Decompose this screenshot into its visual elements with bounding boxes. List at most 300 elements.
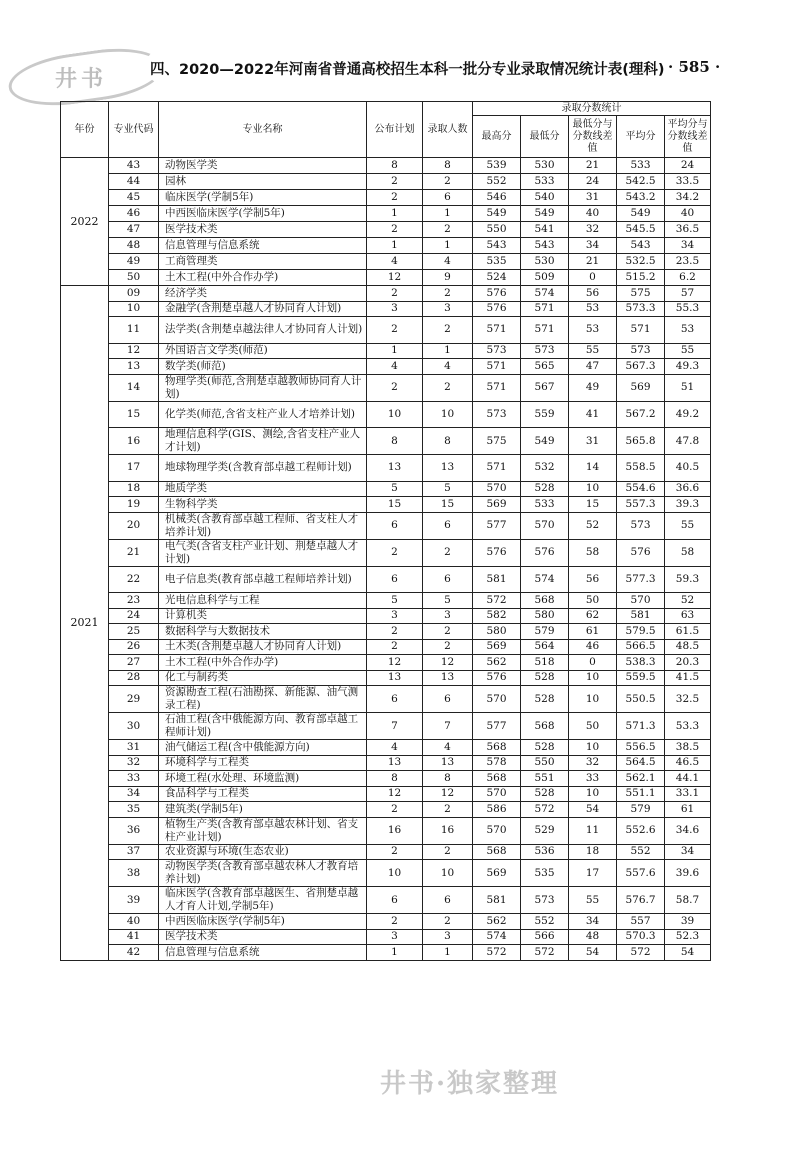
table-row xyxy=(61,593,711,609)
max-cell: 575 xyxy=(473,428,521,455)
admitted-cell: 6 xyxy=(423,686,473,713)
admitted-cell: 6 xyxy=(423,190,473,206)
min-diff-cell: 56 xyxy=(569,566,617,593)
max-cell: 535 xyxy=(473,254,521,270)
watermark: 井书·独家整理 xyxy=(380,1069,560,1099)
avg-cell: 566.5 xyxy=(617,639,665,655)
min-diff-cell: 50 xyxy=(569,593,617,609)
admitted-cell: 1 xyxy=(423,343,473,359)
admitted-cell: 15 xyxy=(423,497,473,513)
min-cell: 567 xyxy=(521,374,569,401)
min-cell: 571 xyxy=(521,317,569,344)
min-cell: 576 xyxy=(521,539,569,566)
plan-cell: 3 xyxy=(367,929,423,945)
table-row xyxy=(61,566,711,593)
avg-cell: 556.5 xyxy=(617,740,665,756)
name-cell: 建筑类(学制5年) xyxy=(159,802,367,818)
avg-cell: 545.5 xyxy=(617,222,665,238)
plan-cell: 5 xyxy=(367,481,423,497)
table-row xyxy=(61,174,711,190)
avg-cell: 552.6 xyxy=(617,817,665,844)
admitted-cell: 9 xyxy=(423,270,473,286)
code-cell: 34 xyxy=(109,786,159,802)
name-cell: 信息管理与信息系统 xyxy=(159,238,367,254)
admitted-cell: 2 xyxy=(423,539,473,566)
avg-diff-cell: 36.5 xyxy=(665,222,711,238)
min-diff-cell: 10 xyxy=(569,481,617,497)
min-cell: 533 xyxy=(521,174,569,190)
max-cell: 524 xyxy=(473,270,521,286)
name-cell: 地理信息科学(GIS、测绘,含省支柱产业人才计划) xyxy=(159,428,367,455)
max-cell: 571 xyxy=(473,455,521,482)
admitted-cell: 3 xyxy=(423,608,473,624)
year-cell: 2022 xyxy=(61,158,109,286)
code-cell: 23 xyxy=(109,593,159,609)
min-diff-cell: 15 xyxy=(569,497,617,513)
code-cell: 39 xyxy=(109,887,159,914)
plan-cell: 5 xyxy=(367,593,423,609)
admitted-cell: 13 xyxy=(423,455,473,482)
avg-cell: 576.7 xyxy=(617,887,665,914)
min-diff-cell: 34 xyxy=(569,914,617,930)
min-cell: 574 xyxy=(521,286,569,302)
min-cell: 536 xyxy=(521,844,569,860)
max-cell: 578 xyxy=(473,755,521,771)
code-cell: 33 xyxy=(109,771,159,787)
plan-cell: 2 xyxy=(367,624,423,640)
name-cell: 信息管理与信息系统 xyxy=(159,945,367,961)
plan-cell: 6 xyxy=(367,686,423,713)
plan-cell: 2 xyxy=(367,286,423,302)
admitted-cell: 3 xyxy=(423,929,473,945)
plan-cell: 1 xyxy=(367,206,423,222)
name-cell: 环境科学与工程类 xyxy=(159,755,367,771)
code-cell: 30 xyxy=(109,713,159,740)
avg-diff-cell: 44.1 xyxy=(665,771,711,787)
avg-diff-cell: 58.7 xyxy=(665,887,711,914)
code-cell: 12 xyxy=(109,343,159,359)
min-cell: 565 xyxy=(521,359,569,375)
max-cell: 573 xyxy=(473,401,521,428)
name-cell: 中西医临床医学(学制5年) xyxy=(159,914,367,930)
name-cell: 资源勘查工程(石油勘探、新能源、油气测录工程) xyxy=(159,686,367,713)
plan-cell: 2 xyxy=(367,639,423,655)
min-cell: 543 xyxy=(521,238,569,254)
avg-cell: 579.5 xyxy=(617,624,665,640)
plan-cell: 2 xyxy=(367,914,423,930)
min-diff-cell: 49 xyxy=(569,374,617,401)
avg-cell: 570.3 xyxy=(617,929,665,945)
min-diff-cell: 46 xyxy=(569,639,617,655)
avg-diff-cell: 53 xyxy=(665,317,711,344)
min-diff-cell: 47 xyxy=(569,359,617,375)
avg-cell: 575 xyxy=(617,286,665,302)
code-cell: 19 xyxy=(109,497,159,513)
avg-cell: 550.5 xyxy=(617,686,665,713)
table-row xyxy=(61,401,711,428)
avg-diff-cell: 55 xyxy=(665,512,711,539)
avg-diff-cell: 39.6 xyxy=(665,860,711,887)
min-diff-cell: 10 xyxy=(569,740,617,756)
avg-cell: 573 xyxy=(617,343,665,359)
name-cell: 工商管理类 xyxy=(159,254,367,270)
max-cell: 569 xyxy=(473,639,521,655)
admitted-cell: 2 xyxy=(423,286,473,302)
admitted-cell: 1 xyxy=(423,945,473,961)
admitted-cell: 2 xyxy=(423,639,473,655)
min-diff-cell: 11 xyxy=(569,817,617,844)
avg-diff-cell: 61 xyxy=(665,802,711,818)
min-diff-cell: 50 xyxy=(569,713,617,740)
page-number: · 585 · xyxy=(668,58,721,76)
header-avg-diff: 平均分与分数线差值 xyxy=(665,116,711,158)
name-cell: 土木工程(中外合作办学) xyxy=(159,270,367,286)
min-cell: 532 xyxy=(521,455,569,482)
min-diff-cell: 32 xyxy=(569,222,617,238)
avg-cell: 565.8 xyxy=(617,428,665,455)
name-cell: 金融学(含荆楚卓越人才协同育人计划) xyxy=(159,301,367,317)
avg-diff-cell: 61.5 xyxy=(665,624,711,640)
admitted-cell: 2 xyxy=(423,624,473,640)
admitted-cell: 2 xyxy=(423,174,473,190)
avg-cell: 573.3 xyxy=(617,301,665,317)
avg-diff-cell: 23.5 xyxy=(665,254,711,270)
name-cell: 光电信息科学与工程 xyxy=(159,593,367,609)
min-cell: 571 xyxy=(521,301,569,317)
min-diff-cell: 48 xyxy=(569,929,617,945)
table-row xyxy=(61,512,711,539)
table-row xyxy=(61,608,711,624)
code-cell: 50 xyxy=(109,270,159,286)
admitted-cell: 2 xyxy=(423,914,473,930)
max-cell: 576 xyxy=(473,670,521,686)
avg-diff-cell: 52 xyxy=(665,593,711,609)
avg-cell: 532.5 xyxy=(617,254,665,270)
admitted-cell: 1 xyxy=(423,238,473,254)
name-cell: 电气类(含省支柱产业计划、荆楚卓越人才计划) xyxy=(159,539,367,566)
name-cell: 数据科学与大数据技术 xyxy=(159,624,367,640)
plan-cell: 6 xyxy=(367,512,423,539)
avg-cell: 554.6 xyxy=(617,481,665,497)
table-row xyxy=(61,428,711,455)
avg-diff-cell: 48.5 xyxy=(665,639,711,655)
table-row xyxy=(61,158,711,174)
min-cell: 540 xyxy=(521,190,569,206)
avg-diff-cell: 55.3 xyxy=(665,301,711,317)
avg-diff-cell: 49.2 xyxy=(665,401,711,428)
name-cell: 机械类(含教育部卓越工程师、省支柱人才培养计划) xyxy=(159,512,367,539)
max-cell: 568 xyxy=(473,771,521,787)
plan-cell: 1 xyxy=(367,945,423,961)
code-cell: 43 xyxy=(109,158,159,174)
max-cell: 539 xyxy=(473,158,521,174)
code-cell: 44 xyxy=(109,174,159,190)
plan-cell: 4 xyxy=(367,740,423,756)
avg-diff-cell: 34 xyxy=(665,844,711,860)
min-diff-cell: 0 xyxy=(569,655,617,671)
max-cell: 570 xyxy=(473,686,521,713)
avg-diff-cell: 20.3 xyxy=(665,655,711,671)
avg-cell: 558.5 xyxy=(617,455,665,482)
min-diff-cell: 33 xyxy=(569,771,617,787)
name-cell: 法学类(含荆楚卓越法律人才协同育人计划) xyxy=(159,317,367,344)
table-row xyxy=(61,887,711,914)
table-row xyxy=(61,374,711,401)
avg-cell: 571.3 xyxy=(617,713,665,740)
table-row xyxy=(61,497,711,513)
avg-cell: 557 xyxy=(617,914,665,930)
min-diff-cell: 54 xyxy=(569,802,617,818)
avg-cell: 543 xyxy=(617,238,665,254)
admitted-cell: 7 xyxy=(423,713,473,740)
min-cell: 570 xyxy=(521,512,569,539)
header-name: 专业名称 xyxy=(159,102,367,158)
admitted-cell: 5 xyxy=(423,481,473,497)
admitted-cell: 10 xyxy=(423,401,473,428)
code-cell: 29 xyxy=(109,686,159,713)
admitted-cell: 6 xyxy=(423,566,473,593)
max-cell: 569 xyxy=(473,497,521,513)
min-cell: 568 xyxy=(521,593,569,609)
code-cell: 42 xyxy=(109,945,159,961)
table-row xyxy=(61,802,711,818)
avg-cell: 552 xyxy=(617,844,665,860)
admitted-cell: 8 xyxy=(423,158,473,174)
max-cell: 550 xyxy=(473,222,521,238)
admitted-cell: 4 xyxy=(423,740,473,756)
min-diff-cell: 32 xyxy=(569,755,617,771)
min-diff-cell: 18 xyxy=(569,844,617,860)
table-row xyxy=(61,713,711,740)
code-cell: 31 xyxy=(109,740,159,756)
name-cell: 动物医学类 xyxy=(159,158,367,174)
code-cell: 35 xyxy=(109,802,159,818)
code-cell: 20 xyxy=(109,512,159,539)
table-row xyxy=(61,655,711,671)
avg-cell: 570 xyxy=(617,593,665,609)
avg-cell: 571 xyxy=(617,317,665,344)
table-row xyxy=(61,945,711,961)
name-cell: 土木工程(中外合作办学) xyxy=(159,655,367,671)
table-row xyxy=(61,286,711,302)
code-cell: 15 xyxy=(109,401,159,428)
min-diff-cell: 58 xyxy=(569,539,617,566)
table-row xyxy=(61,539,711,566)
plan-cell: 3 xyxy=(367,301,423,317)
plan-cell: 10 xyxy=(367,401,423,428)
avg-diff-cell: 6.2 xyxy=(665,270,711,286)
name-cell: 化学类(师范,含省支柱产业人才培养计划) xyxy=(159,401,367,428)
min-cell: 568 xyxy=(521,713,569,740)
code-cell: 32 xyxy=(109,755,159,771)
avg-cell: 577.3 xyxy=(617,566,665,593)
name-cell: 农业资源与环境(生态农业) xyxy=(159,844,367,860)
table-row xyxy=(61,755,711,771)
name-cell: 食品科学与工程类 xyxy=(159,786,367,802)
min-cell: 550 xyxy=(521,755,569,771)
name-cell: 经济学类 xyxy=(159,286,367,302)
admitted-cell: 4 xyxy=(423,254,473,270)
min-diff-cell: 10 xyxy=(569,686,617,713)
avg-cell: 572 xyxy=(617,945,665,961)
name-cell: 化工与制药类 xyxy=(159,670,367,686)
min-cell: 529 xyxy=(521,817,569,844)
table-row xyxy=(61,624,711,640)
min-cell: 518 xyxy=(521,655,569,671)
max-cell: 576 xyxy=(473,286,521,302)
table-row xyxy=(61,929,711,945)
min-cell: 573 xyxy=(521,343,569,359)
avg-diff-cell: 34 xyxy=(665,238,711,254)
max-cell: 568 xyxy=(473,844,521,860)
name-cell: 临床医学(学制5年) xyxy=(159,190,367,206)
plan-cell: 2 xyxy=(367,539,423,566)
table-row xyxy=(61,844,711,860)
admitted-cell: 13 xyxy=(423,755,473,771)
code-cell: 14 xyxy=(109,374,159,401)
min-cell: 580 xyxy=(521,608,569,624)
avg-cell: 557.6 xyxy=(617,860,665,887)
brand-logo: 井书 xyxy=(55,66,108,92)
max-cell: 546 xyxy=(473,190,521,206)
code-cell: 25 xyxy=(109,624,159,640)
avg-cell: 533 xyxy=(617,158,665,174)
avg-diff-cell: 58 xyxy=(665,539,711,566)
avg-diff-cell: 46.5 xyxy=(665,755,711,771)
admitted-cell: 2 xyxy=(423,844,473,860)
plan-cell: 2 xyxy=(367,317,423,344)
admitted-cell: 2 xyxy=(423,222,473,238)
avg-diff-cell: 47.8 xyxy=(665,428,711,455)
plan-cell: 12 xyxy=(367,655,423,671)
code-cell: 09 xyxy=(109,286,159,302)
table-row xyxy=(61,238,711,254)
max-cell: 577 xyxy=(473,512,521,539)
max-cell: 571 xyxy=(473,374,521,401)
name-cell: 园林 xyxy=(159,174,367,190)
code-cell: 10 xyxy=(109,301,159,317)
header-admitted: 录取人数 xyxy=(423,102,473,158)
max-cell: 569 xyxy=(473,860,521,887)
min-diff-cell: 34 xyxy=(569,238,617,254)
max-cell: 574 xyxy=(473,929,521,945)
max-cell: 581 xyxy=(473,887,521,914)
name-cell: 数学类(师范) xyxy=(159,359,367,375)
plan-cell: 1 xyxy=(367,343,423,359)
admission-table xyxy=(60,101,711,961)
code-cell: 38 xyxy=(109,860,159,887)
code-cell: 49 xyxy=(109,254,159,270)
min-diff-cell: 53 xyxy=(569,301,617,317)
admitted-cell: 5 xyxy=(423,593,473,609)
plan-cell: 8 xyxy=(367,428,423,455)
max-cell: 577 xyxy=(473,713,521,740)
code-cell: 18 xyxy=(109,481,159,497)
admitted-cell: 8 xyxy=(423,771,473,787)
min-cell: 566 xyxy=(521,929,569,945)
avg-cell: 542.5 xyxy=(617,174,665,190)
avg-diff-cell: 33.5 xyxy=(665,174,711,190)
plan-cell: 8 xyxy=(367,771,423,787)
code-cell: 21 xyxy=(109,539,159,566)
name-cell: 物理学类(师范,含荆楚卓越教师协同育人计划) xyxy=(159,374,367,401)
min-diff-cell: 0 xyxy=(569,270,617,286)
code-cell: 17 xyxy=(109,455,159,482)
max-cell: 552 xyxy=(473,174,521,190)
min-diff-cell: 21 xyxy=(569,158,617,174)
max-cell: 572 xyxy=(473,945,521,961)
max-cell: 570 xyxy=(473,786,521,802)
code-cell: 40 xyxy=(109,914,159,930)
plan-cell: 2 xyxy=(367,174,423,190)
min-diff-cell: 31 xyxy=(569,190,617,206)
admitted-cell: 6 xyxy=(423,887,473,914)
avg-diff-cell: 51 xyxy=(665,374,711,401)
plan-cell: 8 xyxy=(367,158,423,174)
code-cell: 26 xyxy=(109,639,159,655)
table-header xyxy=(61,102,711,158)
avg-cell: 551.1 xyxy=(617,786,665,802)
min-cell: 541 xyxy=(521,222,569,238)
admitted-cell: 16 xyxy=(423,817,473,844)
max-cell: 580 xyxy=(473,624,521,640)
plan-cell: 13 xyxy=(367,455,423,482)
avg-cell: 573 xyxy=(617,512,665,539)
code-cell: 22 xyxy=(109,566,159,593)
min-cell: 573 xyxy=(521,887,569,914)
code-cell: 45 xyxy=(109,190,159,206)
plan-cell: 6 xyxy=(367,566,423,593)
name-cell: 医学技术类 xyxy=(159,222,367,238)
table-row xyxy=(61,771,711,787)
min-cell: 572 xyxy=(521,802,569,818)
plan-cell: 12 xyxy=(367,786,423,802)
min-diff-cell: 14 xyxy=(569,455,617,482)
min-diff-cell: 10 xyxy=(569,670,617,686)
max-cell: 571 xyxy=(473,359,521,375)
code-cell: 47 xyxy=(109,222,159,238)
table-row xyxy=(61,914,711,930)
plan-cell: 10 xyxy=(367,860,423,887)
name-cell: 动物医学类(含教育部卓越农林人才教育培养计划) xyxy=(159,860,367,887)
table-row xyxy=(61,343,711,359)
admitted-cell: 6 xyxy=(423,512,473,539)
avg-cell: 576 xyxy=(617,539,665,566)
code-cell: 37 xyxy=(109,844,159,860)
table-row xyxy=(61,670,711,686)
min-cell: 528 xyxy=(521,740,569,756)
admitted-cell: 2 xyxy=(423,317,473,344)
admitted-cell: 4 xyxy=(423,359,473,375)
name-cell: 外国语言文学类(师范) xyxy=(159,343,367,359)
max-cell: 576 xyxy=(473,539,521,566)
min-cell: 530 xyxy=(521,254,569,270)
table-row xyxy=(61,206,711,222)
avg-diff-cell: 52.3 xyxy=(665,929,711,945)
plan-cell: 3 xyxy=(367,608,423,624)
table-row xyxy=(61,481,711,497)
avg-diff-cell: 34.6 xyxy=(665,817,711,844)
min-diff-cell: 53 xyxy=(569,317,617,344)
min-cell: 579 xyxy=(521,624,569,640)
table-row xyxy=(61,270,711,286)
avg-cell: 549 xyxy=(617,206,665,222)
plan-cell: 13 xyxy=(367,670,423,686)
code-cell: 13 xyxy=(109,359,159,375)
max-cell: 576 xyxy=(473,301,521,317)
name-cell: 土木类(含荆楚卓越人才协同育人计划) xyxy=(159,639,367,655)
table-row xyxy=(61,317,711,344)
